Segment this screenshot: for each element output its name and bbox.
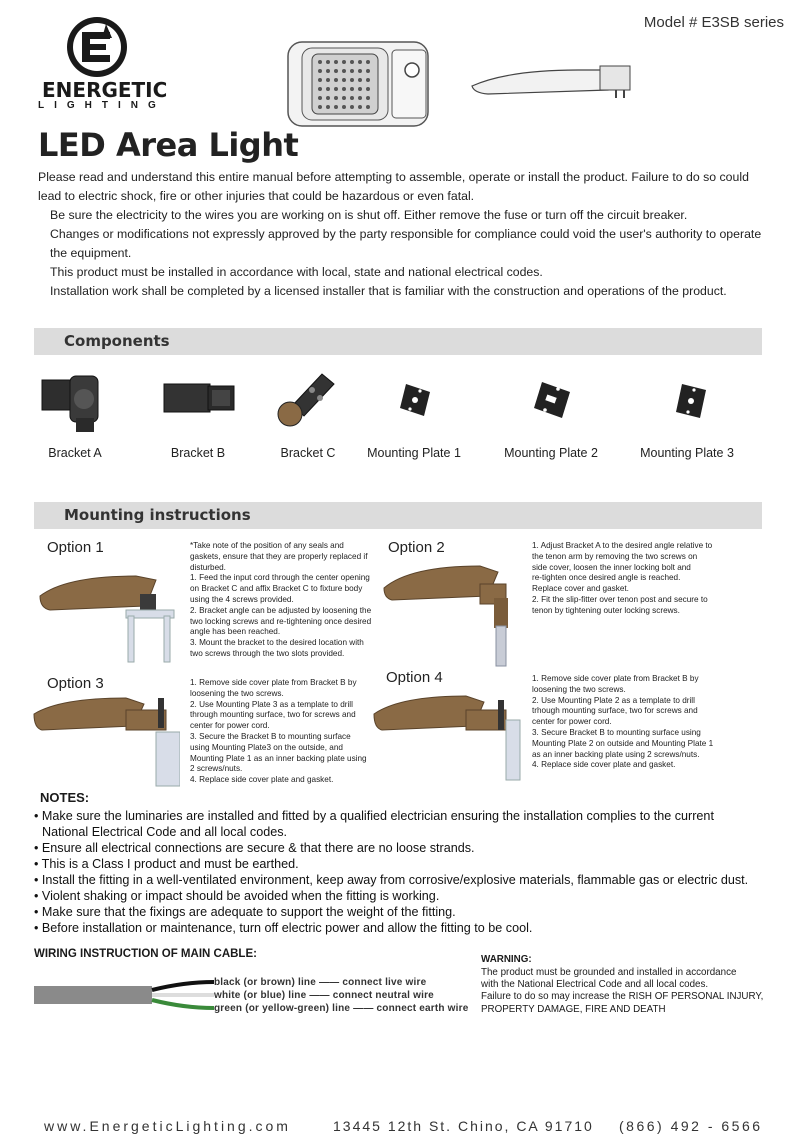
instruction-line: *Take note of the position of any seals and [190,541,344,550]
option-1-image [36,566,176,666]
fixture-side-view-image [468,60,638,104]
instruction-line: 2. Fit the slip-fitter over tenon post and secure to [532,594,708,604]
instruction-line: center for power cord. [190,721,270,731]
instruction-line: Replace cover and gasket. [532,584,629,594]
footer-phone: (866) 492 - 6566 [619,1118,763,1134]
instruction-line: 3. Secure Bracket B to mounting surface using [532,727,701,737]
instruction-line: gaskets, ensure that they are properly replaced if [190,551,368,561]
instruction-line: loosening the two screws. [190,688,284,698]
wire-live-label: black (or brown) line —— connect live wire [214,977,427,988]
intro-item: Be sure the electricity to the wires you are working on is shut off. Either remove the fuse or turn off the circuit breaker. [50,208,688,222]
instruction-line: tenon by tightening outer locking screws. [532,605,680,615]
instruction-line: center for power cord. [532,717,612,727]
component-label-mounting-plate-1: Mounting Plate 1 [367,446,461,460]
note-item: • Make sure the luminaries are installed and fitted by a qualified electrician ensuring the installation complies to the current [34,809,714,823]
instruction-line: 1. Remove side cover plate from Bracket B by [190,678,357,687]
option-1-instructions [190,541,380,660]
instruction-line: loosening the two screws. [532,684,626,694]
intro-text [38,168,773,301]
instruction-line: trhough mounting surface, two for screws and [532,706,698,716]
component-label-bracket-a: Bracket A [48,446,102,460]
instruction-line: through mounting surface, two for screws and [190,710,356,720]
component-label-bracket-c: Bracket C [280,446,336,460]
instruction-line: 1. Adjust Bracket A to the desired angle relative to [532,541,713,550]
component-label-bracket-b: Bracket B [170,446,226,460]
warning-text [481,967,781,1016]
intro-item: Changes or modifications not expressly approved by the party responsible for compliance could void the user's authority to operate the equipment. [50,227,762,260]
instruction-line: Mounting Plate 1 as an inner backing plate using [190,753,367,763]
instruction-line: 2. Bracket angle can be adjusted by loosening the [190,605,372,615]
note-item: • This is a Class I product and must be earthed. [34,857,299,871]
wiring-heading: WIRING INSTRUCTION OF MAIN CABLE: [34,948,257,960]
note-item: • Install the fitting in a well-ventilated environment, keep away from corrosive/explosive materials, flammable gas or electric dust. [34,873,749,887]
intro-lead: Please read and understand this entire manual before attempting to assemble, operate or install the product. Failure to do so could lead to electric shock, fire or other injuries that could be hazardous or even fatal. [38,170,749,203]
note-item: • Make sure that the fixings are adequate to support the weight of the fitting. [34,905,456,919]
instruction-line: 1. Remove side cover plate from Bracket B by [532,674,699,683]
instruction-line: 3. Mount the bracket to the desired location with [190,638,364,648]
intro-item: This product must be installed in accordance with local, state and national electrical codes. [50,265,543,279]
option-4-instructions [532,674,732,771]
option-2-image [380,558,525,668]
component-label-mounting-plate-2: Mounting Plate 2 [504,446,598,460]
instruction-line: Mounting Plate 2 on outside and Mounting Plate 1 [532,738,714,748]
bracket-b-image [160,378,240,418]
instruction-line: the tenon arm by removing the two screws on [532,551,698,561]
option-3-instructions [190,678,380,786]
wire-earth-label: green (or yellow-green) line —— connect earth wire [214,1003,469,1014]
instruction-line: 4. Replace side cover plate and gasket. [190,775,334,785]
note-item: National Electrical Code and all local codes. [42,825,288,839]
mounting-plate-3-image [674,382,708,420]
instruction-line: angle has been reached. [190,627,281,637]
option-4-title: Option 4 [386,669,443,686]
instruction-line: 2. Use Mounting Plate 3 as a template to drill [190,699,353,709]
warning-line: with the National Electrical Code and all local codes. [481,979,709,991]
instruction-line: re-tighten once desired angle is reached. [532,573,681,583]
instruction-line: side cover, loosen the inner locking bolt and [532,562,691,572]
warning-line: The product must be grounded and installed in accordance [481,967,737,978]
mounting-plate-1-image [398,382,432,418]
option-2-instructions [532,541,732,617]
instruction-line: two locking screws and re-tightening once desired [190,616,372,626]
instruction-line: 4. Replace side cover plate and gasket. [532,760,676,770]
fixture-top-view-image [286,38,432,130]
option-3-image [30,692,180,788]
instruction-line: 3. Secure the Bracket B to mounting surface [190,731,351,741]
instruction-line: disturbed. [190,562,226,572]
instruction-line: 2 screws/nuts. [190,764,243,774]
notes-heading: NOTES: [40,790,90,805]
instruction-line: two screws through the two slots provided. [190,648,345,658]
note-item: • Before installation or maintenance, turn off electric power and allow the fitting to be cool. [34,921,533,935]
components-heading-band [34,328,762,355]
components-heading: Components [64,332,170,350]
option-4-image [370,690,526,786]
component-label-mounting-plate-3: Mounting Plate 3 [640,446,734,460]
bracket-a-image [40,372,106,434]
instruction-line: as an inner backing plate using 2 screws/nuts. [532,749,700,759]
instruction-line: 2. Use Mounting Plate 2 as a template to drill [532,695,695,705]
brand-name: ENERGETIC [42,78,168,102]
mounting-heading: Mounting instructions [64,506,251,524]
option-2-title: Option 2 [388,539,445,556]
instruction-line: using the 4 screws provided. [190,594,294,604]
mounting-plate-2-image [532,380,572,420]
bracket-c-image [272,366,338,432]
model-number: Model # E3SB series [643,14,784,31]
warning-line: PROPERTY DAMAGE, FIRE AND DEATH [481,1003,666,1015]
page-title: LED Area Light [38,126,299,164]
footer-address: 13445 12th St. Chino, CA 91710 [333,1118,594,1134]
brand-logo-icon [62,14,132,80]
note-item: • Violent shaking or impact should be avoided when the fitting is working. [34,889,440,903]
mounting-heading-band [34,502,762,529]
warning-heading: WARNING: [481,954,532,965]
brand-subtitle: LIGHTING [38,100,166,111]
option-1-title: Option 1 [47,539,104,556]
instruction-line: 1. Feed the input cord through the center opening [190,573,370,583]
intro-item: Installation work shall be completed by a licensed installer that is familiar with the construction and operations of the product. [50,284,727,298]
notes-list [34,808,774,936]
instruction-line: on Bracket C and affix Bracket C to fixture body [190,584,363,594]
note-item: • Ensure all electrical connections are secure & that there are no loose strands. [34,841,475,855]
warning-line: Failure to do so may increase the RISH OF PERSONAL INJURY, [481,991,764,1003]
instruction-line: using Mounting Plate3 on the outside, and [190,742,343,752]
wire-neutral-label: white (or blue) line —— connect neutral wire [214,990,434,1001]
main-cable-image [34,976,214,1016]
footer-website: www.EnergeticLighting.com [44,1118,291,1134]
option-3-title: Option 3 [47,675,104,692]
